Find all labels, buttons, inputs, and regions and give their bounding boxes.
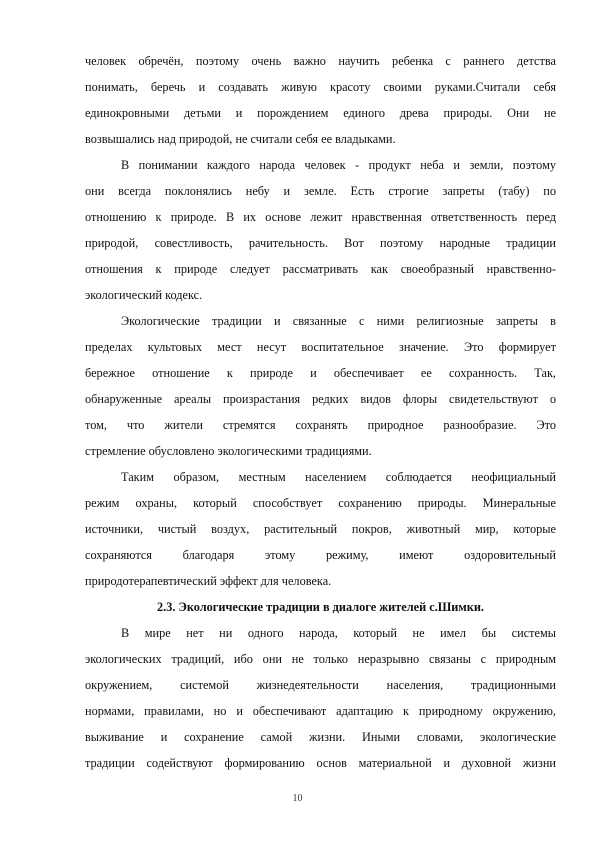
- text-line: выживание и сохранение самой жизни. Иными словами, экологические: [85, 730, 556, 744]
- text-line: единокровными детьми и порождением единого древа природы. Они не: [85, 106, 556, 120]
- text-line: нормами, правилами, но и обеспечивают адаптацию к природному окружению,: [85, 704, 556, 718]
- page-number: 10: [292, 793, 303, 804]
- text-line: Экологические традиции и связанные с ними религиозные запреты в: [121, 314, 556, 328]
- text-line: источники, чистый воздух, растительный покров, животный мир, которые: [85, 522, 556, 536]
- text-line: окружением, системой жизнедеятельности населения, традиционными: [85, 678, 556, 692]
- text-line: том, что жители стремятся сохранять природное разнообразие. Это: [85, 418, 556, 432]
- text-line: обнаруженные ареалы произрастания редких видов флоры свидетельствуют о: [85, 392, 556, 406]
- text-line: они всегда поклонялись небу и земле. Есть строгие запреты (табу) по: [85, 184, 556, 198]
- text-line: возвышались над природой, не считали себя ее владыками.: [85, 132, 396, 146]
- text-line: экологический кодекс.: [85, 288, 203, 302]
- text-line: режим охраны, который способствует сохранению природы. Минеральные: [85, 496, 556, 510]
- body-text: [85, 48, 556, 776]
- text-line: бережное отношение к природе и обеспечивает ее сохранность. Так,: [85, 366, 556, 380]
- text-line: традиции содействуют формированию основ материальной и духовной жизни: [85, 756, 556, 770]
- text-line: отношения к природе следует рассматривать как своеобразный нравственно-: [85, 262, 556, 276]
- text-line: сохраняются благодаря этому режиму, имеют оздоровительный: [85, 548, 556, 562]
- text-line: отношению к природе. В их основе лежит нравственная ответственность перед: [85, 210, 556, 224]
- text-line: Таким образом, местным населением соблюдается неофициальный: [121, 470, 556, 484]
- text-line: природой, совестливость, рачительность. Вот поэтому народные традиции: [85, 236, 556, 250]
- text-line: экологических традиций, ибо они не только неразрывно связаны с природным: [85, 652, 556, 666]
- text-line: В мире нет ни одного народа, который не имел бы системы: [121, 626, 556, 640]
- section-heading: 2.3. Экологические традиции в диалоге жителей с.Шимки.: [156, 600, 485, 614]
- text-line: понимать, беречь и создавать живую красоту своими руками.Считали себя: [85, 80, 556, 94]
- text-line: природотерапевтический эффект для человека.: [85, 574, 332, 588]
- text-line: стремление обусловлено экологическими традициями.: [85, 444, 372, 458]
- text-line: В понимании каждого народа человек - продукт неба и земли, поэтому: [121, 158, 556, 172]
- text-line: пределах культовых мест несут воспитательное значение. Это формирует: [85, 340, 556, 354]
- text-line: человек обречён, поэтому очень важно научить ребенка с раннего детства: [85, 54, 556, 68]
